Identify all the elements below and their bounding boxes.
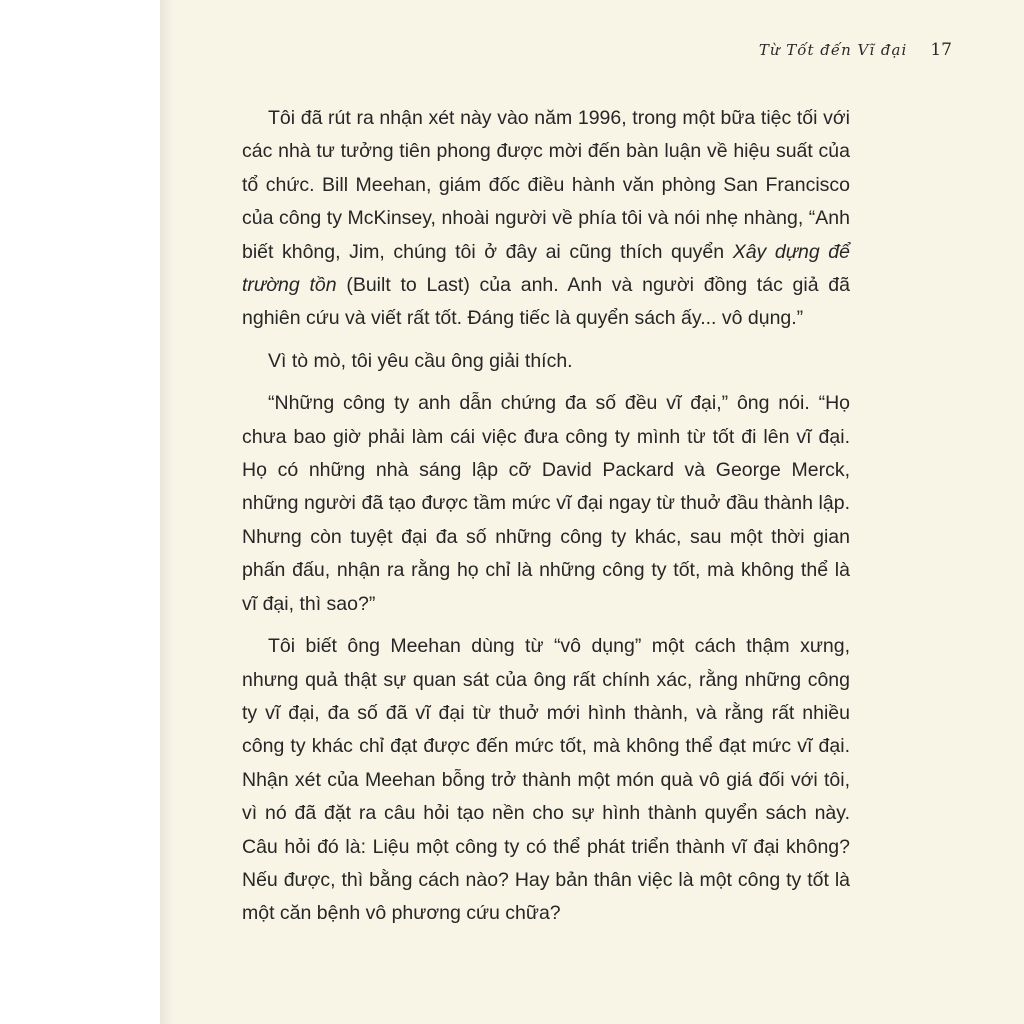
page-number: 17 <box>930 40 952 60</box>
paragraph-1-text-start: Tôi đã rút ra nhận xét này vào năm 1996, trong một bữa tiệc tối với các nhà tư tưởng tiên phong được mời đến bàn luận về hiệu suất của tổ chức. Bill Meehan, giám đốc điều hành văn phòng San Francisco của công ty McKinsey, nhoài người về phía tôi và nói nhẹ nhàng, “Anh biết không, Jim, chúng tôi ở đây ai cũng thích quyển <box>242 107 850 263</box>
paragraph-4: Tôi biết ông Meehan dùng từ “vô dụng” một cách thậm xưng, nhưng quả thật sự quan sát của ông rất chính xác, rằng những công ty vĩ đại, đa số đã vĩ đại từ thuở mới hình thành, và rằng rất nhiều công ty khác chỉ đạt được đến mức tốt, mà không thể đạt mức vĩ đại. Nhận xét của Meehan bỗng trở thành một món quà vô giá đối với tôi, vì nó đã đặt ra câu hỏi tạo nền cho sự hình thành quyển sách này. Câu hỏi đó là: Liệu một công ty có thể phát triển thành vĩ đại không? Nếu được, thì bằng cách nào? Hay bản thân việc là một công ty tốt là một căn bệnh vô phương cứu chữa? <box>242 635 850 925</box>
body-text <box>242 102 850 940</box>
running-header <box>759 40 952 60</box>
paragraph-2: Vì tò mò, tôi yêu cầu ông giải thích. <box>268 349 573 372</box>
paragraph-1-text-end: (Built to Last) của anh. Anh và người đồng tác giả đã nghiên cứu và viết rất tốt. Đáng tiếc là quyển sách ấy... vô dụng.” <box>242 274 850 330</box>
paragraph-1 <box>242 102 850 336</box>
book-title-italic: Xây dựng để trường tồn <box>242 240 850 297</box>
paragraph-3: “Những công ty anh dẫn chứng đa số đều vĩ đại,” ông nói. “Họ chưa bao giờ phải làm cái việc đưa công ty mình từ tốt đi lên vĩ đại. Họ có những nhà sáng lập cỡ David Packard và George Merck, những người đã tạo được tầm mức vĩ đại ngay từ thuở đầu thành lập. Nhưng còn tuyệt đại đa số những công ty khác, sau một thời gian phấn đấu, nhận ra rằng họ chỉ là những công ty tốt, mà không thể là vĩ đại, thì sao?” <box>242 392 850 615</box>
book-page <box>160 0 1024 1024</box>
running-title: Từ Tốt đến Vĩ đại <box>758 41 908 59</box>
gutter-shadow <box>160 0 174 1024</box>
